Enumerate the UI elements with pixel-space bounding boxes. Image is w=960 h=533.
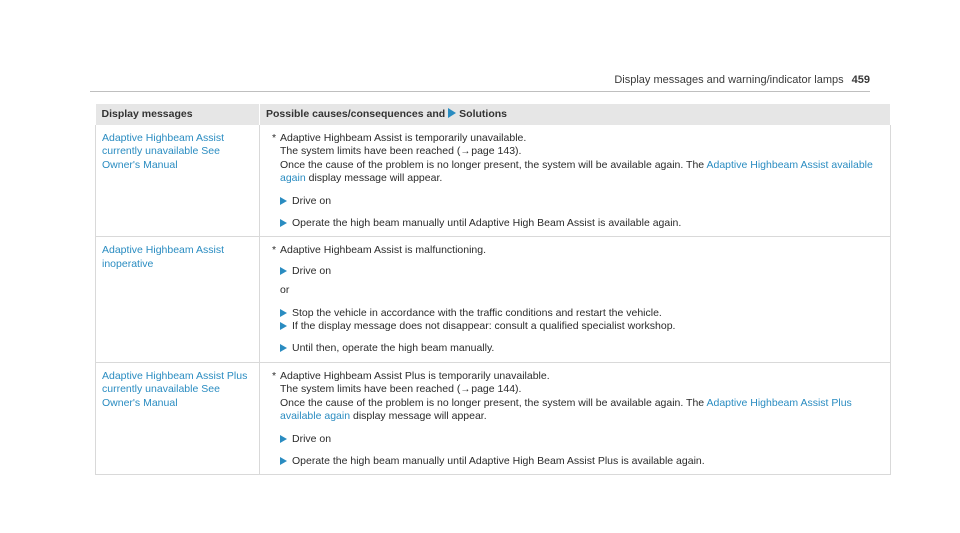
triangle-right-icon <box>280 219 287 227</box>
solution-step <box>266 342 884 355</box>
display-message: Adaptive Highbeam Assist Plus currently unavailable See Owner's Manual <box>96 362 260 474</box>
header-causes-solutions <box>260 104 891 125</box>
page-reference-link[interactable]: page 143 <box>471 145 516 158</box>
display-message: Adaptive Highbeam Assist currently unavailable See Owner's Manual <box>96 125 260 237</box>
triangle-right-icon <box>280 309 287 317</box>
cause-marker: * <box>272 244 277 257</box>
step-text: Stop the vehicle in accordance with the traffic conditions and restart the vehicle. <box>292 306 662 319</box>
appear-text: display message will appear. <box>352 410 487 423</box>
step-text: Until then, operate the high beam manually. <box>292 342 495 355</box>
step-text: Operate the high beam manually until Adaptive High Beam Assist Plus is available again. <box>292 454 705 467</box>
solution-step <box>266 320 884 333</box>
cause-line <box>266 370 884 383</box>
triangle-right-icon <box>448 108 456 118</box>
solution-step <box>266 307 884 320</box>
causes-cell <box>260 237 891 362</box>
triangle-right-icon <box>280 457 287 465</box>
solution-step <box>266 433 884 446</box>
table-row <box>96 237 891 362</box>
or-separator: or <box>280 284 290 297</box>
triangle-right-icon <box>280 435 287 443</box>
table-row <box>96 125 891 237</box>
limits-close: ). <box>515 145 522 158</box>
triangle-right-icon <box>280 197 287 205</box>
triangle-right-icon <box>280 322 287 330</box>
cause-text: Adaptive Highbeam Assist is malfunctioning. <box>280 244 487 257</box>
available-message: Adaptive Highbeam Assist Plus available again <box>280 396 852 423</box>
cause-text: Adaptive Highbeam Assist Plus is temporarily unavailable. <box>280 369 550 382</box>
reference-arrow-icon: → <box>460 384 471 396</box>
step-text: Drive on <box>292 264 332 277</box>
step-text: Operate the high beam manually until Adaptive High Beam Assist is available again. <box>292 217 682 230</box>
available-message: Adaptive Highbeam Assist available again <box>280 158 873 185</box>
solution-step <box>266 217 884 230</box>
running-head-title: Display messages and warning/indicator lamps <box>614 74 844 86</box>
appear-text: display message will appear. <box>308 172 443 185</box>
display-messages-table <box>95 104 891 475</box>
cause-text: Adaptive Highbeam Assist is temporarily unavailable. <box>280 132 527 144</box>
cause-line <box>266 244 884 257</box>
once-text: Once the cause of the problem is no longer present, the system will be available again. The <box>280 396 705 409</box>
table-header-row <box>96 104 891 125</box>
triangle-right-icon <box>280 267 287 275</box>
page-reference-link[interactable]: page 144 <box>471 383 516 396</box>
cause-marker: * <box>272 132 277 144</box>
once-line <box>266 397 884 424</box>
header-causes-label: Possible causes/consequences and <box>266 107 446 120</box>
limits-close: ). <box>515 383 522 396</box>
solution-step <box>266 265 884 278</box>
display-message: Adaptive Highbeam Assist inoperative <box>96 237 260 362</box>
solution-step <box>266 455 884 468</box>
running-head <box>614 74 870 86</box>
limits-line <box>266 383 884 396</box>
triangle-right-icon <box>280 344 287 352</box>
limits-text: The system limits have been reached ( <box>280 383 461 396</box>
header-display-messages: Display messages <box>96 104 260 125</box>
table-row <box>96 362 891 474</box>
causes-cell <box>260 125 891 237</box>
header-solutions-label: Solutions <box>459 107 508 120</box>
cause-line <box>266 132 884 145</box>
page-number: 459 <box>851 74 870 86</box>
once-text: Once the cause of the problem is no longer present, the system will be available again. The <box>280 158 705 171</box>
step-text: Drive on <box>292 432 332 445</box>
causes-cell <box>260 362 891 474</box>
header-rule <box>90 91 870 92</box>
cause-marker: * <box>272 369 277 382</box>
reference-arrow-icon: → <box>460 146 471 158</box>
limits-line <box>266 145 884 158</box>
step-text: If the display message does not disappear: consult a qualified specialist workshop. <box>292 320 676 333</box>
once-line <box>266 159 884 186</box>
step-text: Drive on <box>292 194 332 207</box>
limits-text: The system limits have been reached ( <box>280 145 461 158</box>
solution-step <box>266 195 884 208</box>
